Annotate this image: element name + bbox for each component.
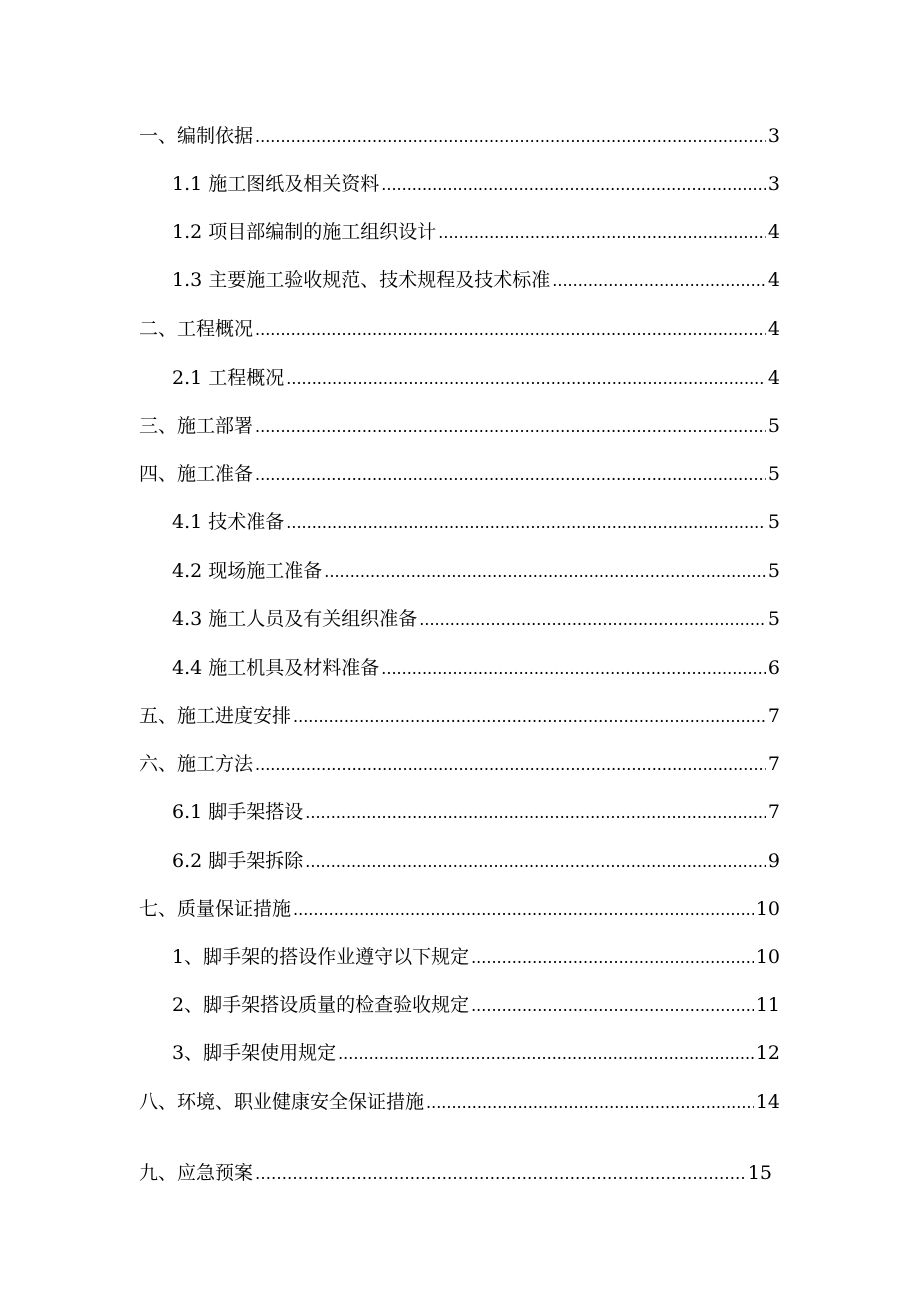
toc-entry-label: 三、施工部署 — [139, 415, 254, 437]
toc-entry-page: 3 — [767, 173, 780, 195]
toc-entry[interactable] — [172, 991, 780, 1019]
toc-entry-label: 二、工程概况 — [139, 318, 254, 340]
toc-entry-label: 八、环境、职业健康安全保证措施 — [139, 1091, 425, 1113]
toc-entry[interactable] — [172, 1039, 780, 1067]
toc-dot-leader — [426, 1089, 754, 1117]
toc-dot-leader — [255, 316, 766, 344]
toc-entry-label: 4.1 技术准备 — [172, 511, 285, 533]
toc-dot-leader — [552, 267, 766, 295]
toc-entry-label: 九、应急预案 — [139, 1162, 254, 1184]
toc-entry[interactable] — [139, 702, 780, 730]
toc-entry[interactable] — [139, 315, 780, 343]
toc-dot-leader — [324, 558, 766, 586]
toc-dot-leader — [255, 413, 766, 441]
toc-entry-page: 11 — [755, 994, 780, 1016]
toc-entry-page: 3 — [767, 125, 780, 147]
toc-entry-label: 6.2 脚手架拆除 — [172, 850, 304, 872]
toc-entry[interactable] — [172, 847, 780, 875]
toc-entry[interactable] — [172, 605, 780, 633]
toc-entry-page: 7 — [767, 801, 780, 823]
toc-entry-page: 4 — [767, 318, 780, 340]
toc-entry-page: 10 — [755, 898, 780, 920]
toc-dot-leader — [471, 992, 754, 1020]
toc-dot-leader — [293, 703, 766, 731]
toc-entry[interactable] — [172, 654, 780, 682]
toc-entry-page: 4 — [767, 221, 780, 243]
toc-entry-page: 5 — [767, 608, 780, 630]
toc-entry-page: 5 — [767, 463, 780, 485]
toc-dot-leader — [419, 606, 766, 634]
toc-dot-leader — [286, 509, 766, 537]
toc-entry-label: 五、施工进度安排 — [139, 705, 292, 727]
toc-entry[interactable] — [139, 750, 780, 778]
toc-dot-leader — [471, 944, 754, 972]
toc-dot-leader — [305, 848, 766, 876]
toc-entry-page: 5 — [767, 560, 780, 582]
toc-entry-page: 6 — [767, 657, 780, 679]
toc-entry-label: 六、施工方法 — [139, 753, 254, 775]
toc-entry[interactable] — [172, 266, 780, 294]
toc-entry[interactable] — [139, 412, 780, 440]
toc-entry-page: 12 — [755, 1042, 780, 1064]
toc-dot-leader — [381, 655, 766, 683]
toc-dot-leader — [305, 799, 766, 827]
toc-entry-label: 1.2 项目部编制的施工组织设计 — [172, 221, 437, 243]
toc-entry[interactable] — [139, 460, 780, 488]
toc-entry-label: 一、编制依据 — [139, 125, 254, 147]
toc-entry-page: 4 — [767, 269, 780, 291]
toc-entry-label: 6.1 脚手架搭设 — [172, 801, 304, 823]
toc-dot-leader — [255, 123, 766, 151]
toc-dot-leader — [255, 751, 766, 779]
toc-entry[interactable] — [139, 1088, 780, 1116]
toc-entry[interactable] — [172, 943, 780, 971]
toc-entry[interactable] — [172, 170, 780, 198]
toc-entry[interactable] — [139, 1159, 772, 1187]
toc-entry[interactable] — [172, 557, 780, 585]
toc-entry-page: 5 — [767, 511, 780, 533]
toc-entry-page: 15 — [747, 1162, 772, 1184]
toc-entry-label: 4.3 施工人员及有关组织准备 — [172, 608, 418, 630]
toc-dot-leader — [438, 219, 766, 247]
toc-entry-label: 3、脚手架使用规定 — [172, 1042, 337, 1064]
toc-dot-leader — [255, 461, 766, 489]
toc-entry[interactable] — [139, 122, 780, 150]
toc-dot-leader — [381, 171, 766, 199]
toc-entry-label: 4.2 现场施工准备 — [172, 560, 323, 582]
toc-entry[interactable] — [172, 798, 780, 826]
toc-entry-page: 5 — [767, 415, 780, 437]
toc-entry-page: 4 — [767, 367, 780, 389]
toc-entry[interactable] — [172, 364, 780, 392]
toc-entry-label: 4.4 施工机具及材料准备 — [172, 657, 380, 679]
toc-entry-page: 7 — [767, 753, 780, 775]
toc-dot-leader — [293, 896, 754, 924]
toc-dot-leader — [338, 1040, 754, 1068]
toc-dot-leader — [255, 1160, 746, 1188]
toc-entry-label: 2.1 工程概况 — [172, 367, 285, 389]
toc-entry[interactable] — [172, 508, 780, 536]
toc-entry-page: 7 — [767, 705, 780, 727]
toc-dot-leader — [286, 365, 766, 393]
toc-entry-page: 14 — [755, 1091, 780, 1113]
toc-entry-label: 2、脚手架搭设质量的检查验收规定 — [172, 994, 470, 1016]
toc-entry[interactable] — [139, 895, 780, 923]
toc-entry-page: 10 — [755, 946, 780, 968]
toc-entry-label: 1、脚手架的搭设作业遵守以下规定 — [172, 946, 470, 968]
toc-entry-page: 9 — [767, 850, 780, 872]
toc-entry-label: 1.1 施工图纸及相关资料 — [172, 173, 380, 195]
toc-entry-label: 七、质量保证措施 — [139, 898, 292, 920]
toc-entry-label: 1.3 主要施工验收规范、技术规程及技术标准 — [172, 269, 551, 291]
toc-entry-label: 四、施工准备 — [139, 463, 254, 485]
toc-entry[interactable] — [172, 218, 780, 246]
